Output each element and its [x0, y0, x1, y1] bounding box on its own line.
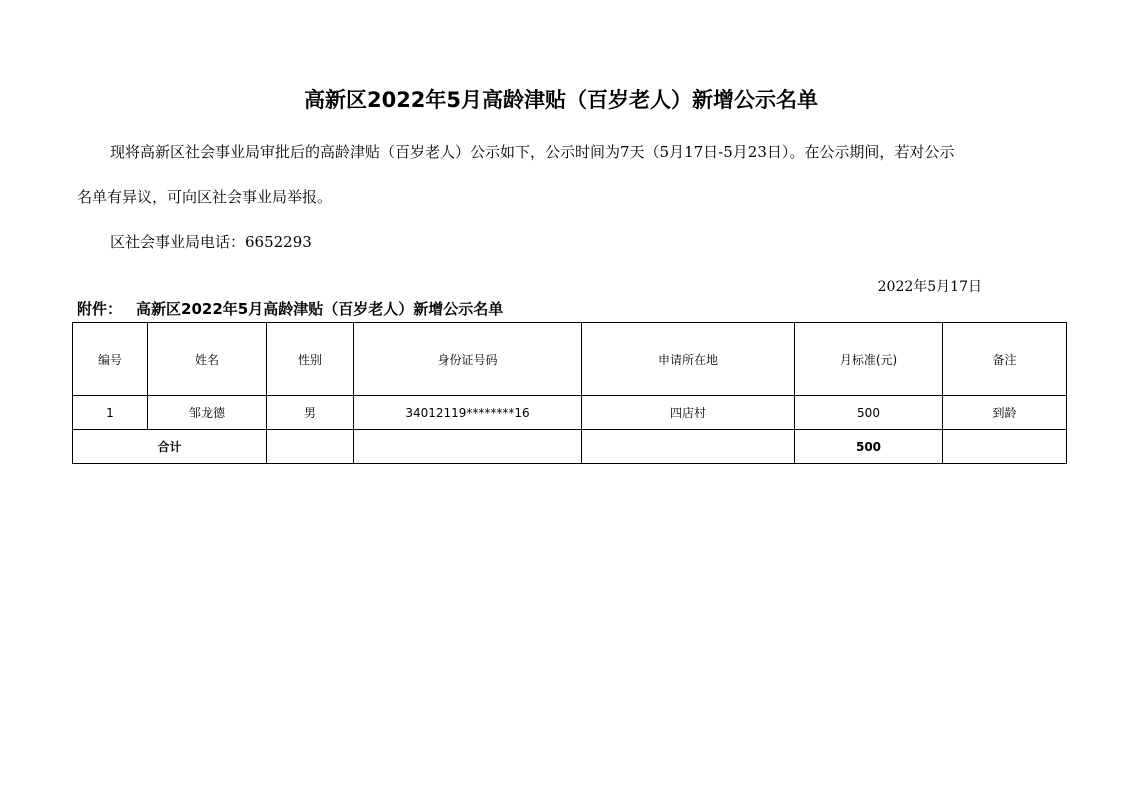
total-cell-remarks	[943, 430, 1067, 464]
attachment-label: 附件：	[77, 300, 123, 318]
cell-gender: 男	[267, 396, 354, 430]
attachment-title: 高新区2022年5月高龄津贴（百岁老人）新增公示名单	[136, 300, 504, 318]
contact-phone: 区社会事业局电话：6652293	[110, 233, 312, 251]
total-monthly-standard: 500	[795, 430, 943, 464]
total-label: 合计	[73, 430, 267, 464]
cell-monthly-standard: 500	[795, 396, 943, 430]
total-cell-location	[582, 430, 795, 464]
header-monthly-standard: 月标准(元)	[795, 323, 943, 396]
header-id-number: 身份证号码	[354, 323, 582, 396]
table-row	[73, 396, 1067, 430]
total-cell-gender	[267, 430, 354, 464]
total-cell-id-number	[354, 430, 582, 464]
cell-location: 四店村	[582, 396, 795, 430]
notice-paragraph-line-2: 名单有异议，可向区社会事业局举报。	[77, 188, 333, 206]
table-total-row	[73, 430, 1067, 464]
page-title: 高新区2022年5月高龄津贴（百岁老人）新增公示名单	[303, 88, 819, 112]
header-name: 姓名	[148, 323, 267, 396]
cell-number: 1	[73, 396, 148, 430]
notice-paragraph-line-1: 现将高新区社会事业局审批后的高龄津贴（百岁老人）公示如下，公示时间为7天（5月17日-5月23日）。在公示期间，若对公示	[110, 143, 955, 161]
cell-id-number: 34012119********16	[354, 396, 582, 430]
cell-name: 邹龙德	[148, 396, 267, 430]
attachment-heading	[77, 299, 503, 319]
header-location: 申请所在地	[582, 323, 795, 396]
header-number: 编号	[73, 323, 148, 396]
header-gender: 性别	[267, 323, 354, 396]
table-header-row	[73, 323, 1067, 396]
cell-remarks: 到龄	[943, 396, 1067, 430]
publish-date: 2022年5月17日	[877, 279, 982, 295]
roster-table	[72, 322, 1067, 464]
header-remarks: 备注	[943, 323, 1067, 396]
